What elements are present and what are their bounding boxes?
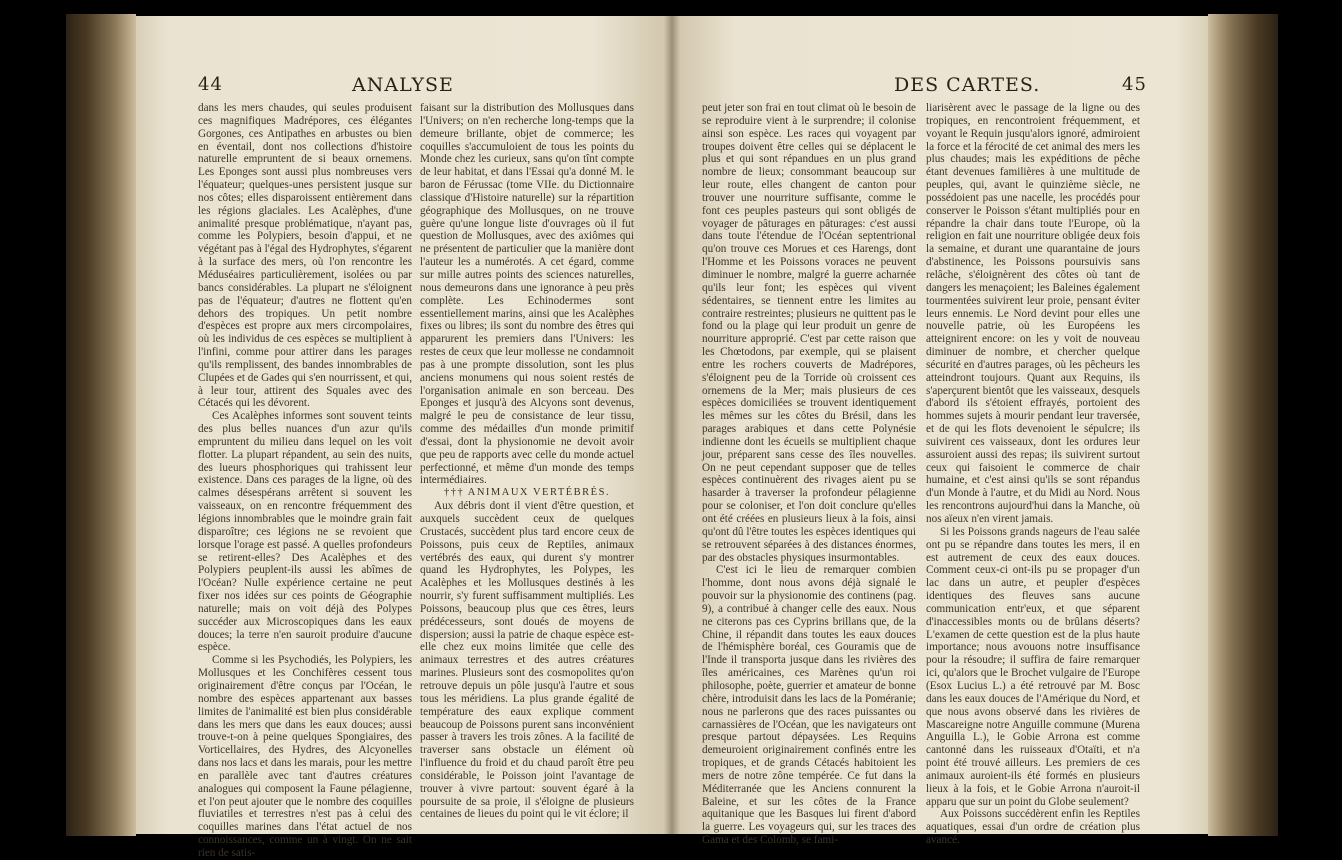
paragraph: Aux Poissons succédèrent enfin les Reptiles aquatiques, essai d'un ordre de création plus avancé. <box>926 808 1140 847</box>
paragraph: dans les mers chaudes, qui seules produisent ces magnifiques Madrépores, ces élégantes Gorgones, ces Antipathes en arbustes ou bien en éventail, dont nos collections d'histoire naturelle empruntent de si beaux ornemens. Les Eponges sont aussi plus nombreuses vers l'équateur; quelques-unes persistent jusque sur nos côtes; elles disparoissent entièrement dans les régions glaciales. Les Acalèphes, d'une animalité presque problématique, n'ayant pas, comme les Polypiers, besoin d'appui, et ne végétant pas à l'égal des Hydrophytes, s'égarent à la surface des mers, où l'on rencontre les Méduséaires particulièrement, isolées ou par bancs considérables. La plupart ne s'éloignent pas de l'équateur; d'autres ne flottent qu'en dehors des tropiques. Un petit nombre d'espèces est propre aux mers circompolaires, où les individus de ces espèces se multiplient à l'infini, comme pour attirer dans les parages qu'ils remplissent, des bandes innombrables de Clupées et de Gades qui s'en nourrissent, et qui, à leur tour, attirent des Squales avec des Cétacés qui les dévorent. <box>198 102 412 410</box>
paragraph: faisant sur la distribution des Mollusques dans l'Univers; on n'en recherche long-temps que la demeure brillante, objet de commerce; les coquilles s'accumuloient de tous les points du Monde chez les curieux, sans qu'on tînt compte de leur habitat, et dans l'Essai qu'a donné M. le baron de Férussac (tome VIIe. du Dictionnaire classique d'Histoire naturelle) sur la répartition géographique des Mollusques, on ne trouve guère qu'une longue liste d'ouvrages où il fut question de Mollusques, avec des axiômes qui ne présentent de particulier que la manière dont l'auteur les a numérotés. A cet égard, comme sur mille autres points des sciences naturelles, nous demeurons dans une ignorance à peu près complète. Les Echinodermes sont essentiellement marins, ainsi que les Acalèphes fixes ou libres; ils sont du nombre des êtres qui apparurent les premiers dans l'Univers: les restes de ceux que leur mollesse ne condamnoit pas à une prompte dissolution, sont les plus anciens monumens qui nous soient restés de l'organisation animale en son berceau. Des Eponges et jusqu'à des Alcyons sont devenus, malgré le peu de consistance de leur tissu, comme des médailles d'un monde primitif d'essai, dont la physionomie ne devoit avoir que peu de rapports avec celle du monde actuel perfectionné, et même d'un monde des temps intermédiaires. <box>420 102 634 487</box>
right-column-1 <box>702 102 916 847</box>
right-column-2 <box>926 102 1140 847</box>
running-head-right: DES CARTES. <box>894 74 1041 96</box>
paragraph: Aux débris dont il vient d'être question, et auxquels succèdent ceux de quelques Crustacés, succèdent plus tard encore ceux de Poissons, puis ceux de Reptiles, animaux vertébrés des eaux, qui durent s'y montrer quand les Hydrophytes, les Polypes, les Acalèphes et les Mollusques destinés à les nourrir, s'y furent suffisamment multipliés. Les Poissons, beaucoup plus que ces êtres, leurs prédécesseurs, sont doués de moyens de dispersion; aussi la patrie de chaque espèce est-elle chez eux moins limitée que celle des animaux terrestres et des autres créatures marines. Plusieurs sont des cosmopolites qu'on retrouve depuis un pôle jusqu'à l'autre et sous tous les méridiens. La plus grande égalité de température des eaux explique comment beaucoup de Poissons purent sans inconvénient passer à travers les trois zônes. A la facilité de traverser sans obstacle un élément où l'influence du froid et du chaud paroît être peu considérable, le Poisson joint l'avantage de trouver à vivre partout: souvent égaré à la poursuite de sa proie, il s'éloigne de plusieurs centaines de lieues du point qui le vit éclore; il <box>420 500 634 821</box>
left-column-2 <box>420 102 634 838</box>
page-number-left: 44 <box>198 74 223 95</box>
paragraph: peut jeter son frai en tout climat où le besoin de se reproduire vient à le surprendre; il colonise ainsi son espèce. Les races qui voyagent par troupes doivent être celles qui se déplacent le plus et qui sont répandues en un plus grand nombre de lieux; consommant beaucoup sur leur route, elles changent de canton pour trouver une nourriture suffisante, comme le font ces peuples pasteurs qui sont obligés de voyager de pâturages en pâturages: c'est aussi dans toute l'étendue de l'Océan septentrional qu'on trouve ces Morues et ces Harengs, dont l'Homme et les Poissons voraces ne peuvent diminuer le nombre, malgré la guerre acharnée qu'ils leur font; les espèces qui vivent sédentaires, se tiennent entre les limites au contraire restreintes; plusieurs ne quittent pas le fond ou la plage qui leur produit un genre de nourriture approprié. C'est par cette raison que les Chœtodons, par exemple, qui se plaisent entre les rochers couverts de Madrépores, s'éloignent peu de la Torride où croissent ces ornemens de la Mer; mais plusieurs de ces espèces domiciliées se trouvent identiquement les mêmes sur les côtes du Brésil, dans les parages arabiques et dans cette Polynésie indienne dont les écueils se multiplient chaque jour, préparent sans cesse des îles nouvelles. On ne peut cependant supposer que de telles espèces continuèrent des rivages aient pu se hasarder à traverser la profondeur pélagienne pour se coloniser, et l'on doit conclure qu'elles ont été créées en plusieurs lieux à la fois, ainsi qu'ont dû l'être toutes les espèces identiques qui se retrouvent séparées à des distances énormes, par des obstacles physiques insurmontables. <box>702 102 916 564</box>
paragraph: Comme si les Psychodiés, les Polypiers, les Mollusques et les Conchifères cessent tous originairement d'être conçus par l'Océan, le nombre des espèces appartenant aux basses limites de l'animalité est bien plus considérable dans les mers que dans les eaux douces; aussi trouve-t-on à peine quelques Spongiaires, des Vorticellaires, des Hydres, des Alcyonelles dans nos lacs et dans les marais, pour les mettre en parallèle avec tant d'autres créatures analogues qui composent la Faune pélagienne, et l'on peut ajouter que le nombre des coquilles fluviatiles et terrestres n'est pas à celui des coquilles marines dans l'état actuel de nos connoissances, comme un à vingt. On ne sait rien de satis- <box>198 654 412 859</box>
page-number-right: 45 <box>1122 74 1147 95</box>
right-page <box>672 16 1208 847</box>
left-page-stack <box>66 14 136 836</box>
paragraph: liarisèrent avec le passage de la ligne ou des tropiques, en rencontroient fréquemment, et voyant le Requin jusqu'alors ignoré, admiroient la force et la férocité de cet animal des mers les plus chaudes; mais les expéditions de pêche étant devenues familières à une multitude de peuples, qui, avant le quinzième siècle, ne possédoient pas une nacelle, les procédés pour conserver le Poisson s'étant multipliés pour en répandre la chair dans toute l'Europe, où la religion en fait une nourriture obligée deux fois la semaine, et durant une quarantaine de jours d'abstinence, les Poissons poursuivis sans relâche, s'éloignèrent des côtes où tant de dangers les menaçoient; les Baleines également tourmentées suivirent leur proie, pensant éviter leurs ennemis. Le Nord devint pour elles une nouvelle patrie, où les Européens les atteignirent encore: on les y voit de nouveau diminuer de nombre, et chercher quelque sécurité en d'autres parages, où les pêcheurs les atteindront toujours. Quant aux Requins, ils s'aperçurent bientôt que les vaisseaux, desquels d'abord ils s'étoient effrayés, portoient des hommes sujets à mourir pendant leur traversée, et de qui les flots devenoient le sépulcre; ils suivirent ces vaisseaux, dont les ordures leur assuroient aussi des repas; ils suivirent surtout ceux qui faisoient le commerce de chair humaine, et c'est ainsi qu'ils se sont répandus d'un Monde à l'autre, et du Midi au Nord. Nous les rencontrons aujourd'hui dans la Manche, où nos aïeux n'en virent jamais. <box>926 102 1140 525</box>
right-page-stack <box>1208 14 1278 836</box>
book-gutter <box>664 16 680 834</box>
paragraph: Si les Poissons grands nageurs de l'eau salée ont pu se répandre dans toutes les mers, il en est autrement de ceux des eaux douces. Comment ceux-ci ont-ils pu se propager d'un lac dans un autre, et peupler d'espèces identiques des fleuves sans aucune communication entr'eux, et que séparent d'inaccessibles monts ou de brûlans déserts? L'examen de cette question est de la plus haute importance; nous avouons notre insuffisance pour la résoudre; il suffira de faire remarquer ici, qu'alors que le Brochet vulgaire de l'Europe (Esox Lucius L.) a été retrouvé par M. Bosc dans les eaux douces de l'Amérique du Nord, et que nous avons observé dans les rivières de Mascareigne notre Anguille commune (Murena Anguilla L.), le Gobie Arrona est comme cantonné dans les ruisseaux d'Otaïti, et n'a point été trouvé ailleurs. Les premiers de ces animaux auroient-ils été formés en plusieurs lieux à la fois, et le Gobie Arrona n'auroit-il apparu que sur un point du Globe seulement? <box>926 525 1140 808</box>
section-title: ††† ANIMAUX VERTÉBRÉS. <box>443 487 611 499</box>
running-head-left: ANALYSE <box>352 74 454 96</box>
paragraph: Ces Acalèphes informes sont souvent teints des plus belles nuances d'un azur qu'ils empruntent du milieu dans lequel on les voit flotter. La plupart répandent, au sein des nuits, des lueurs phosphoriques qui trahissent leur existence. Dans ces parages de la ligne, où des calmes désespérans arrêtent si souvent les vaisseaux, on en rencontre fréquemment des légions innombrables que le moindre grain fait disparoître; ces légions ne se revoient que lorsque l'orage est passé. A quelles profondeurs se retirent-elles? Des Acalèphes et des Polypiers peuplent-ils aussi les abîmes de l'Océan? Nulle expérience certaine ne peut fixer nos idées sur ces points de Géographie naturelle; mais on voit déjà des Polypes succéder aux Microscopiques dans les eaux douces; la terre n'en sauroit produire d'aucune espèce. <box>198 410 412 654</box>
paragraph: C'est ici le lieu de remarquer combien l'homme, dont nous avons déjà signalé le pouvoir sur la physionomie des continens (pag. 9), a contribué à changer celle des eaux. Nous ne citerons pas ces Cyprins brillans que, de la Chine, il répandit dans toutes les eaux douces de l'hémisphère boréal, ces Gouramis que de l'Inde il transporta jusque dans les rivières des îles américaines, ces Marènes qu'un roi philosophe, poète, guerrier et amateur de bonne chère, introduisit dans les lacs de la Poméranie; nous ne parlerons que des races puissantes ou carnassières de l'Océan, que les navigateurs ont presque partout dépaysées. Les Requins demeuroient originairement confinés entre les tropiques, et de grands Cétacés habitoient les mers de notre zône tempérée. Ce fut dans la Méditerranée que les Anciens connurent la Baleine, et sur les côtes de la France aquitanique que les Basques lui firent d'abord la guerre. Les voyageurs qui, sur les traces des Gama et des Colomb, se fami- <box>702 564 916 847</box>
left-page <box>136 16 672 859</box>
left-column-1 <box>198 102 412 859</box>
